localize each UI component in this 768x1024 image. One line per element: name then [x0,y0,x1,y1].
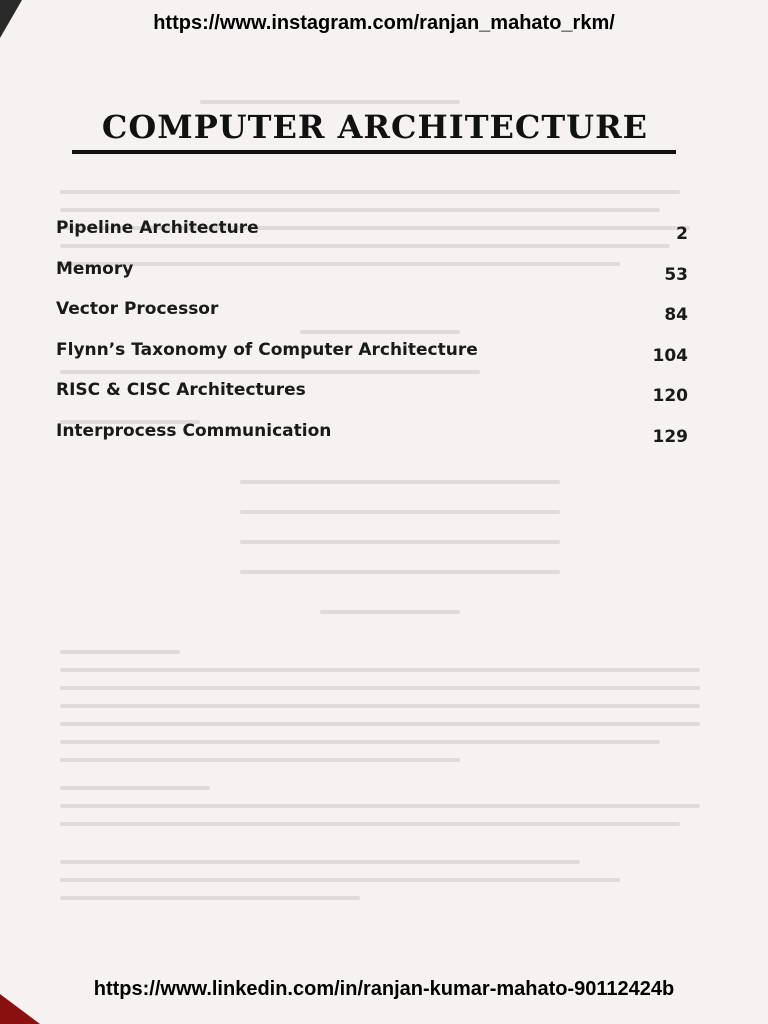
bleed-through-texture [40,40,740,960]
toc-entry [56,419,690,460]
toc-entry [56,257,690,298]
toc-entry-page: 2 [676,224,688,244]
toc-entry [56,297,690,338]
toc-entry-page: 53 [664,264,688,285]
toc-entry-title: Memory [56,258,134,279]
toc-entry-title: Flynn’s Taxonomy of Computer Architecture [56,339,478,360]
toc-entry-page: 84 [664,305,688,325]
page-title: COMPUTER ARCHITECTURE [101,108,649,146]
toc-entry [56,378,690,419]
instagram-url: https://www.instagram.com/ranjan_mahato_rkm/ [153,12,615,34]
toc-entry-title: Vector Processor [56,299,219,319]
toc-entry [56,216,690,257]
toc-entry-page: 104 [652,345,688,366]
title-underline [72,150,676,154]
toc-entry-page: 120 [652,386,688,406]
toc-entry-title: RISC & CISC Architectures [56,380,306,400]
linkedin-url: https://www.linkedin.com/in/ranjan-kumar-mahato-90112424b [93,978,675,1000]
toc-entry-page: 129 [652,426,688,447]
toc-entry-title: Interprocess Communication [56,420,332,441]
toc-entry-title: Pipeline Architecture [56,218,259,238]
table-of-contents [56,216,690,459]
toc-entry [56,338,690,379]
